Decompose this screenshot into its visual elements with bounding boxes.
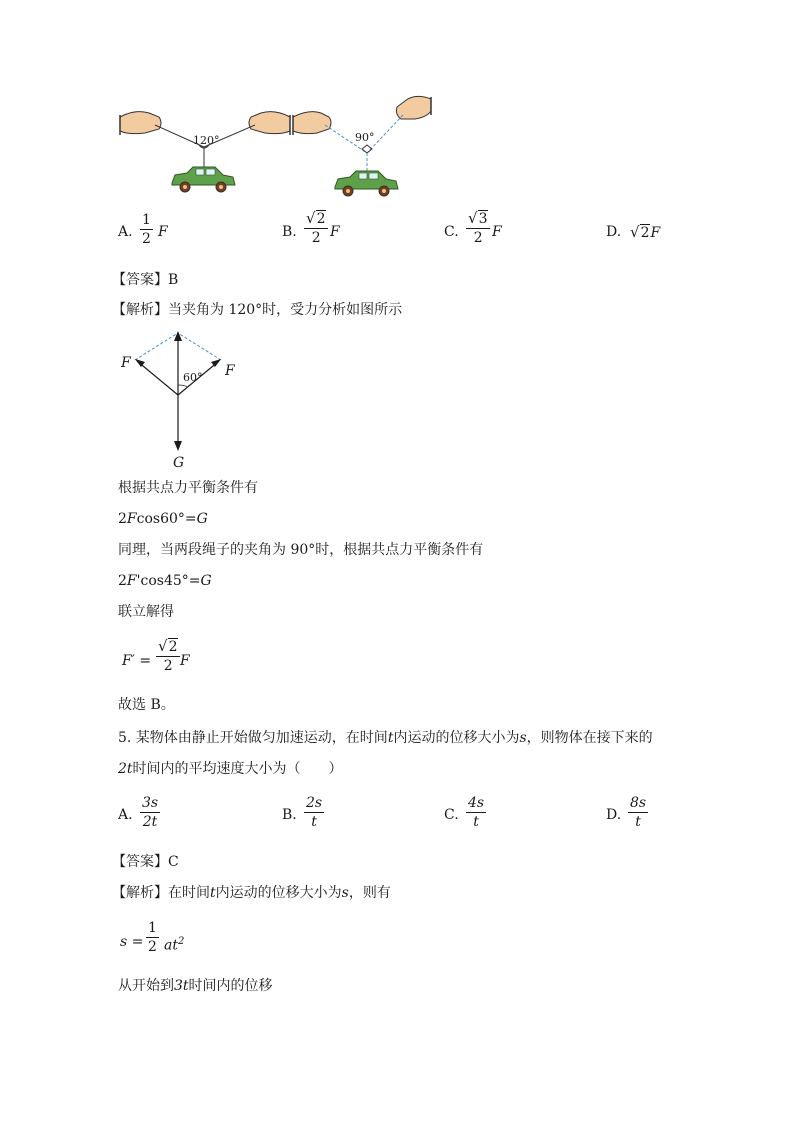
frac-den: t — [311, 814, 317, 830]
analysis-tag: 【解析】 — [112, 885, 168, 901]
equation-1: 2Fcos60°=G — [118, 511, 208, 527]
q5-last-line: 从开始到3t时间内的位移 — [118, 978, 273, 994]
frac-den: 2 — [148, 939, 157, 955]
frac-den: 2 — [311, 230, 321, 246]
force-diagram — [115, 325, 245, 475]
left-car-icon — [172, 167, 235, 192]
q5-stem-line-2: 2t时间内的平均速度大小为（ ） — [118, 761, 343, 777]
equation-2: 2F'cos45°=G — [118, 573, 212, 589]
q4-option-c-tail: F — [492, 224, 502, 240]
frac-num: 4s — [468, 795, 485, 811]
solution-line-1: 根据共点力平衡条件有 — [118, 480, 258, 496]
top-figure — [115, 95, 445, 205]
answer-tag: 【答案】 — [112, 272, 168, 288]
q4-option-b-frac — [304, 210, 328, 246]
q4-option-a-tail: F — [158, 224, 168, 240]
q5-option-d-label: D. — [606, 807, 622, 823]
force-label-left: F — [121, 355, 131, 371]
frac-num: 2s — [306, 795, 323, 811]
q5-stem-line-1: 5. 某物体由静止开始做匀加速运动，在时间t内运动的位移大小为s，则物体在接下来的 — [118, 730, 653, 746]
force-label-right: F — [225, 363, 235, 379]
frac-num: √2 — [306, 209, 326, 227]
frac-den: t — [635, 814, 641, 830]
frac-den: 2 — [163, 658, 173, 674]
equation-3-frac — [156, 638, 180, 674]
analysis-text: 当夹角为 120°时，受力分析如图所示 — [168, 302, 403, 318]
solution-conclusion: 故选 B。 — [118, 697, 175, 713]
q5-equation-lhs: s = — [120, 934, 144, 950]
equation-3-tail: F — [180, 653, 190, 669]
q4-option-a-label: A. — [118, 224, 133, 240]
q4-option-d-label: D. — [606, 224, 622, 240]
analysis-tag: 【解析】 — [112, 302, 168, 318]
frac-num: 1 — [142, 212, 151, 228]
frac-num: 3s — [142, 795, 159, 811]
frac-num: √3 — [468, 209, 488, 227]
frac-den: 2 — [473, 230, 483, 246]
q5-option-d-frac — [628, 795, 648, 830]
equation-3-lhs: F′ = — [122, 653, 152, 669]
solution-line-2: 同理，当两段绳子的夹角为 90°时，根据共点力平衡条件有 — [118, 542, 484, 558]
q4-option-a-frac — [140, 212, 153, 247]
q4-option-c-frac — [466, 210, 490, 246]
q4-answer-line — [112, 270, 178, 290]
q4-option-c-label: C. — [444, 224, 459, 240]
q4-option-d-value: √2F — [630, 223, 661, 241]
q5-equation-frac — [146, 920, 159, 955]
q4-option-b-label: B. — [282, 224, 297, 240]
frac-den: 2t — [142, 814, 158, 830]
q5-option-b-label: B. — [282, 807, 297, 823]
q4-option-b-tail: F — [330, 224, 340, 240]
right-scene-hand-left — [293, 112, 331, 135]
q5-option-c-frac — [466, 795, 486, 830]
q4-analysis-line — [112, 300, 402, 320]
angle-label-120: 120° — [193, 134, 220, 147]
q5-equation-tail: $at^2$ — [164, 936, 185, 954]
q5-analysis-line: 【解析】在时间t内运动的位移大小为s，则有 — [112, 885, 391, 901]
left-scene-hand-right — [249, 112, 290, 135]
q5-option-c-label: C. — [444, 807, 459, 823]
frac-num: 8s — [630, 795, 647, 811]
left-scene-hand-left — [120, 112, 161, 135]
answer-value: C — [168, 854, 179, 870]
angle-label-90: 90° — [355, 131, 375, 144]
right-car-icon — [335, 171, 398, 196]
frac-den: 2 — [142, 231, 151, 247]
frac-num: 1 — [148, 920, 157, 936]
frac-den: t — [473, 814, 479, 830]
q5-option-b-frac — [304, 795, 324, 830]
answer-value: B — [168, 272, 179, 288]
force-label-gravity: G — [173, 455, 185, 471]
q5-option-a-frac — [140, 795, 160, 830]
right-scene-hand-right — [397, 96, 432, 119]
solution-line-3: 联立解得 — [118, 604, 174, 620]
q5-option-a-label: A. — [118, 807, 133, 823]
answer-tag: 【答案】 — [112, 854, 168, 870]
q5-answer-line — [112, 852, 179, 872]
frac-num: √2 — [158, 637, 178, 655]
angle-label-60: 60° — [183, 371, 203, 384]
